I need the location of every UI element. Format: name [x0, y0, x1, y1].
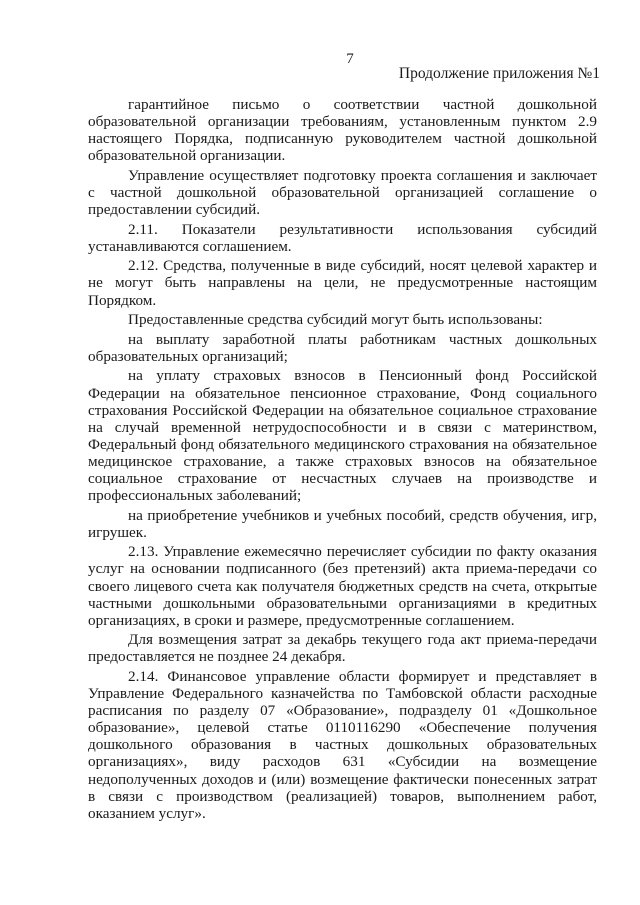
paragraph-salary-payment: на выплату заработной платы работникам частных дошкольных образовательных организаций; — [88, 330, 597, 365]
paragraph-2-12: 2.12. Средства, полученные в виде субсидий, носят целевой характер и не могут быть направлены на цели, не предусмотренные настоящим Порядком. — [88, 257, 597, 309]
paragraph-agreement-preparation: Управление осуществляет подготовку проекта соглашения и заключает с частной дошкольной образовательной организацией соглашение о предоставлении субсидий. — [88, 166, 597, 219]
page-number: 7 — [346, 51, 354, 67]
paragraph-2-13: 2.13. Управление ежемесячно перечисляет субсидии по факту оказания услуг на основании подписанного (без претензий) акта приема-передачи со своего лицевого счета как получателя бюджетных средств на счета, открытые частными дошкольными образовательными организациями в кредитных организациях, в сроки и размере, предусмотренные соглашением. — [88, 543, 597, 629]
paragraph-insurance-contributions: на уплату страховых взносов в Пенсионный фонд Российской Федерации на обязательное пенсионное страхование, Фонд социального страхования Российской Федерации на обязательное социальное страхование на случай временной нетрудоспособности и в связи с материнством, Федеральный фонд обязательного медицинского страхования на обязательное медицинское страхование, а также страховых взносов на обязательное социальное страхование от несчастных случаев на производстве и профессиональных заболеваний; — [88, 367, 597, 505]
appendix-continuation-heading: Продолжение приложения №1 — [398, 65, 600, 82]
document-body — [88, 96, 597, 824]
paragraph-2-11: 2.11. Показатели результативности использования субсидий устанавливаются соглашением. — [88, 220, 597, 255]
paragraph-guarantee-letter: гарантийное письмо о соответствии частной дошкольной образовательной организации требованиям, установленным пунктом 2.9 настоящего Порядка, подписанную руководителем частной дошкольной образовательной организации. — [88, 96, 597, 165]
paragraph-textbooks-toys: на приобретение учебников и учебных пособий, средств обучения, игр, игрушек. — [88, 506, 597, 541]
paragraph-funds-usage-intro: Предоставленные средства субсидий могут быть использованы: — [128, 311, 543, 329]
paragraph-december-act: Для возмещения затрат за декабрь текущего года акт приема-передачи предоставляется не позднее 24 декабря. — [88, 631, 597, 666]
paragraph-2-14: 2.14. Финансовое управление области формирует и представляет в Управление Федерального казначейства по Тамбовской области расходные расписания по разделу 07 «Образование», подразделу 01 «Дошкольное образование», целевой статье 0110116290 «Обеспечение получения дошкольного образования в частных дошкольных образовательных организациях», виду расходов 631 «Субсидии на возмещение недополученных доходов и (или) возмещение фактически понесенных затрат в связи с производством (реализацией) товаров, выполнением работ, оказанием услуг». — [88, 668, 597, 822]
